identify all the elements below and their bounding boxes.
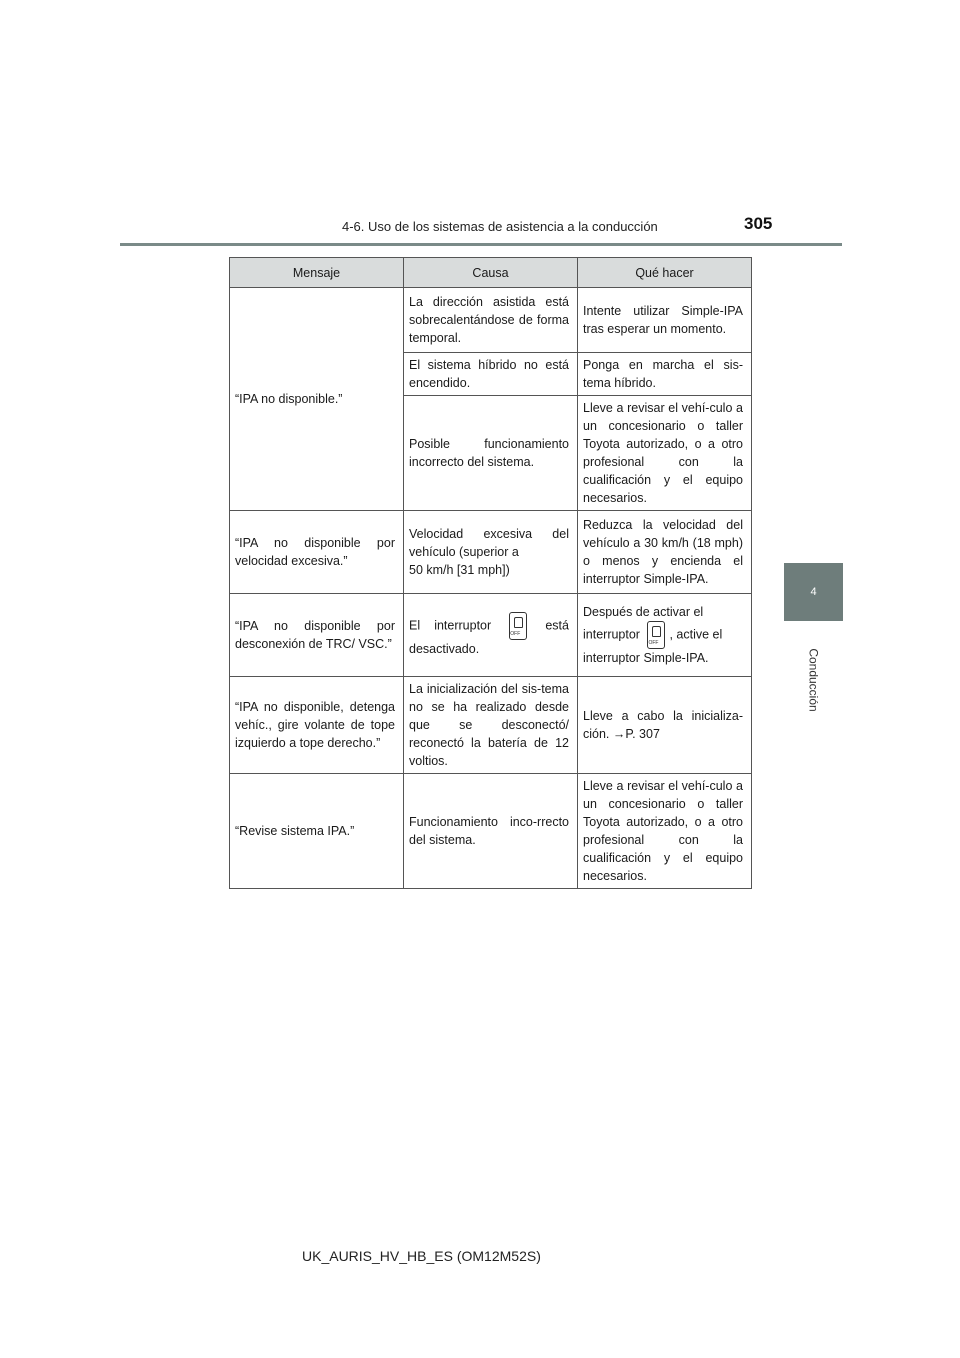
cause-text-before-icon: El interruptor [409, 618, 492, 633]
table-row [230, 677, 752, 774]
header-divider [120, 243, 842, 246]
chapter-number: 4 [810, 586, 817, 598]
action-cell: Lleve a cabo la inicializa-ción. →P. 307 [578, 677, 752, 774]
cause-text-line1: Velocidad excesiva del vehículo (superior a [409, 527, 569, 559]
cause-text-after-icon: está desactivado. [409, 618, 569, 656]
section-title: 4-6. Uso de los sistemas de asistencia a la conducción [342, 219, 658, 234]
vsc-off-switch-icon [509, 612, 527, 640]
action-cell: Ponga en marcha el sis-tema híbrido. [578, 353, 752, 396]
column-header-message: Mensaje [230, 258, 404, 288]
message-cell: “IPA no disponible, detenga vehíc., gire volante de tope izquierdo a tope derecho.” [230, 677, 404, 774]
message-cell: “IPA no disponible.” [230, 288, 404, 511]
table-row [230, 288, 752, 353]
document-code: UK_AURIS_HV_HB_ES (OM12M52S) [302, 1248, 541, 1264]
table-header-row [230, 258, 752, 288]
table-row [230, 594, 752, 677]
message-cell: “IPA no disponible por velocidad excesiva.” [230, 511, 404, 594]
cause-cell: Posible funcionamiento incorrecto del sistema. [404, 396, 578, 511]
warning-message-table [229, 257, 752, 889]
column-header-cause: Causa [404, 258, 578, 288]
cause-cell [404, 511, 578, 594]
action-text-before-icon: interruptor [583, 627, 640, 642]
cause-text-line2: 50 km/h [31 mph]) [409, 563, 510, 577]
action-cell: Lleve a revisar el vehí-culo a un concesionario o taller Toyota autorizado, o a otro profesional con la cualificación y el equipo necesarios. [578, 774, 752, 889]
page-number: 305 [744, 214, 773, 233]
vsc-off-switch-icon [647, 621, 665, 649]
message-cell: “IPA no disponible por desconexión de TRC/ VSC.” [230, 594, 404, 677]
action-text-after-icon: , active el [669, 627, 723, 642]
table-row [230, 774, 752, 889]
cause-cell [404, 594, 578, 677]
action-text-line1: Después de activar el [583, 605, 704, 619]
action-cell: Reduzca la velocidad del vehículo a 30 km/h (18 mph) o menos y encienda el interruptor Simple-IPA. [578, 511, 752, 594]
cause-cell: La inicialización del sis-tema no se ha realizado desde que se desconectó/ reconectó la batería de 12 voltios. [404, 677, 578, 774]
chapter-number-tab [784, 563, 843, 621]
cause-cell: La dirección asistida está sobrecalentándose de forma temporal. [404, 288, 578, 353]
chapter-title-vertical [784, 625, 843, 735]
action-text-line3: interruptor Simple-IPA. [583, 651, 709, 665]
cause-cell: El sistema híbrido no está encendido. [404, 353, 578, 396]
table-row [230, 511, 752, 594]
column-header-action: Qué hacer [578, 258, 752, 288]
action-cell: Lleve a revisar el vehí-culo a un concesionario o taller Toyota autorizado, o a otro profesional con la cualificación y el equipo necesarios. [578, 396, 752, 511]
action-cell [578, 594, 752, 677]
action-cell: Intente utilizar Simple-IPA tras esperar un momento. [578, 288, 752, 353]
chapter-title: Conducción [806, 648, 821, 712]
cause-cell: Funcionamiento inco-rrecto del sistema. [404, 774, 578, 889]
message-cell: “Revise sistema IPA.” [230, 774, 404, 889]
